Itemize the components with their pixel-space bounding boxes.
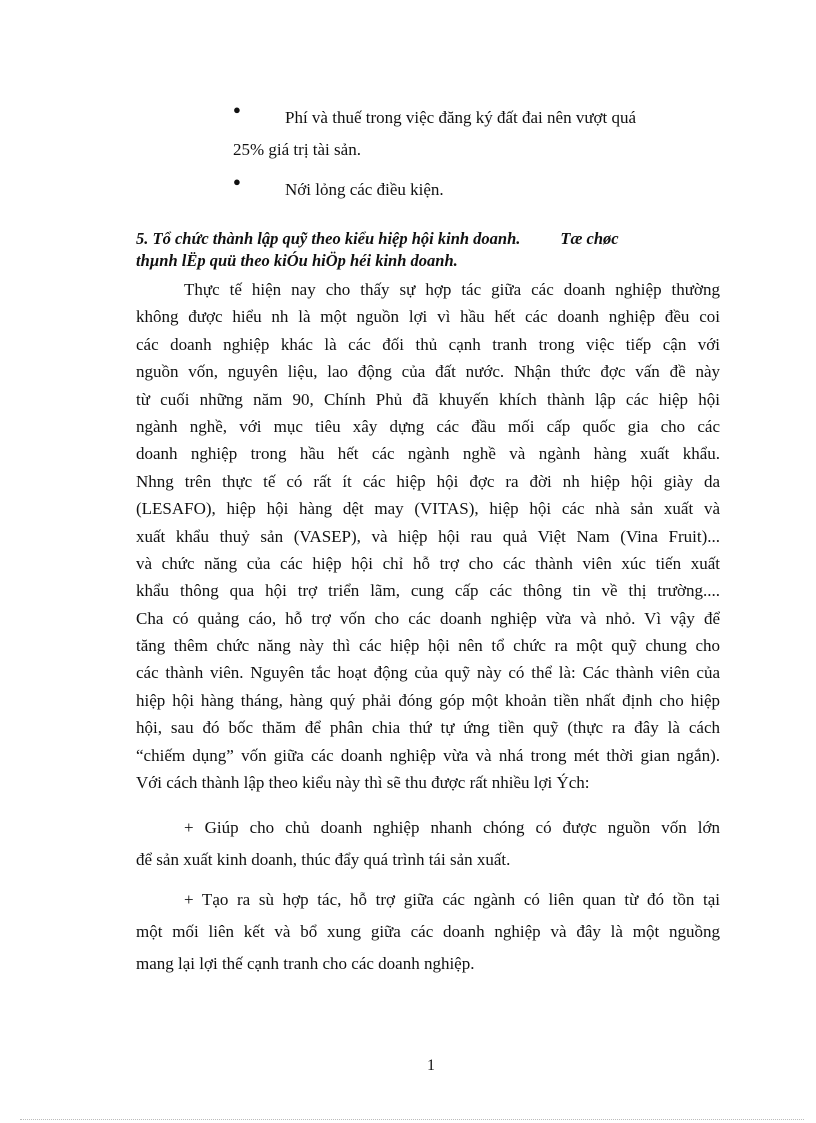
- bullet-text-line2: 25% giá trị tài sản.: [233, 140, 361, 159]
- bullet-item: [233, 102, 719, 166]
- paragraph-line: + Giúp cho chủ doanh nghiệp nhanh chóng có được nguồn vốn lớn: [184, 818, 720, 837]
- heading-line2: thµnh lËp quü theo kiÓu hiÖp héi kinh doanh.: [136, 251, 458, 270]
- paragraph-line: hiệp hội hàng tháng, hàng quý phải đóng góp một khoản tiền nhất định cho hiệp: [136, 690, 720, 710]
- bullet-dot-icon: ●: [233, 102, 241, 117]
- paragraph-line: xuất khẩu thuỷ sản (VASEP), và hiệp hội rau quả Việt Nam (Vina Fruit)...: [136, 526, 720, 546]
- paragraph-line: nguồn vốn, nguyên liệu, lao động của đất nước. Nhận thức đợc vấn đề này: [136, 362, 720, 382]
- paragraph-line: các thành viên. Nguyên tắc hoạt động của quỹ này có thể là: Các thành viên của: [136, 663, 720, 683]
- paragraph-line: (LESAFO), hiệp hội hàng dệt may (VITAS), hiệp hội các nhà sản xuất và: [136, 499, 720, 519]
- page-number: 1: [427, 1057, 435, 1074]
- paragraph-line: Thực tế hiện nay cho thấy sự hợp tác giữa các doanh nghiệp thường: [184, 280, 720, 299]
- paragraph-line: tăng thêm chức năng này thì các hiệp hội nên tổ chức ra một quỹ chung cho: [136, 636, 720, 656]
- paragraph-line: khẩu thông qua hội trợ triển lãm, cung cấp các thông tin về thị trường....: [136, 581, 720, 601]
- paragraph-line: Nhng trên thực tế có rất ít các hiệp hội đợc ra đời nh hiệp hội giày da: [136, 471, 720, 491]
- paragraph-line: để sản xuất kinh doanh, thúc đẩy quá trình tái sản xuất.: [136, 850, 511, 869]
- bullet-text-line1: Nới lỏng các điều kiện.: [285, 180, 444, 199]
- paragraph-main: [136, 276, 720, 796]
- bullet-item: [233, 174, 719, 206]
- paragraph-line: ngành nghề, với mục tiêu xây dựng các đầu mối cấp quốc gia cho các: [136, 416, 720, 436]
- paragraph-line: và chức năng của các hiệp hội chỉ hỗ trợ cho các thành viên xúc tiến xuất: [136, 553, 720, 573]
- paragraph-line: Cha có quảng cáo, hỗ trợ vốn cho các doanh nghiệp vừa và nhỏ. Vì vậy để: [136, 608, 720, 628]
- section-heading: [136, 228, 720, 272]
- bullet-text-line1: Phí và thuế trong việc đăng ký đất đai nên vượt quá: [285, 108, 637, 127]
- paragraph-line: Với cách thành lập theo kiểu này thì sẽ thu được rất nhiều lợi Ých:: [136, 773, 590, 793]
- paragraph-benefit-1: [136, 812, 720, 876]
- heading-main: 5. Tổ chức thành lập quỹ theo kiểu hiệp hội kinh doanh.: [136, 229, 521, 248]
- paragraph-line: từ cuối những năm 90, Chính Phủ đã khuyến khích thành lập các hiệp hội: [136, 389, 720, 409]
- paragraph-line: mang lại lợi thế cạnh tranh cho các doanh nghiệp.: [136, 954, 475, 973]
- paragraph-line: không được hiểu nh là một nguồn lợi vì hầu hết các doanh nghiệp đều coi: [136, 307, 720, 327]
- paragraph-line: các doanh nghiệp khác là các đối thủ cạnh tranh trong việc tiếp cận với: [136, 334, 720, 354]
- heading-tail: Tæ chøc: [560, 229, 619, 248]
- bullet-dot-icon: ●: [233, 174, 241, 189]
- paragraph-line: hội, sau đó bốc thăm để phân chia thứ tự ứng tiền quỹ (thực ra đây là cách: [136, 718, 720, 738]
- paragraph-line: + Tạo ra sù hợp tác, hỗ trợ giữa các ngành có liên quan từ đó tồn tại: [184, 890, 720, 909]
- paragraph-line: doanh nghiệp trong hầu hết các ngành nghề và ngành hàng xuất khẩu.: [136, 444, 720, 464]
- paragraph-line: một mối liên kết và bổ xung giữa các doanh nghiệp và đây là một nguồng: [136, 922, 720, 941]
- paragraph-line: “chiếm dụng” vốn giữa các doanh nghiệp vừa và nhá trong mét thời gian ngắn).: [136, 745, 720, 765]
- page-divider: [20, 1119, 804, 1120]
- paragraph-benefit-2: [136, 884, 720, 980]
